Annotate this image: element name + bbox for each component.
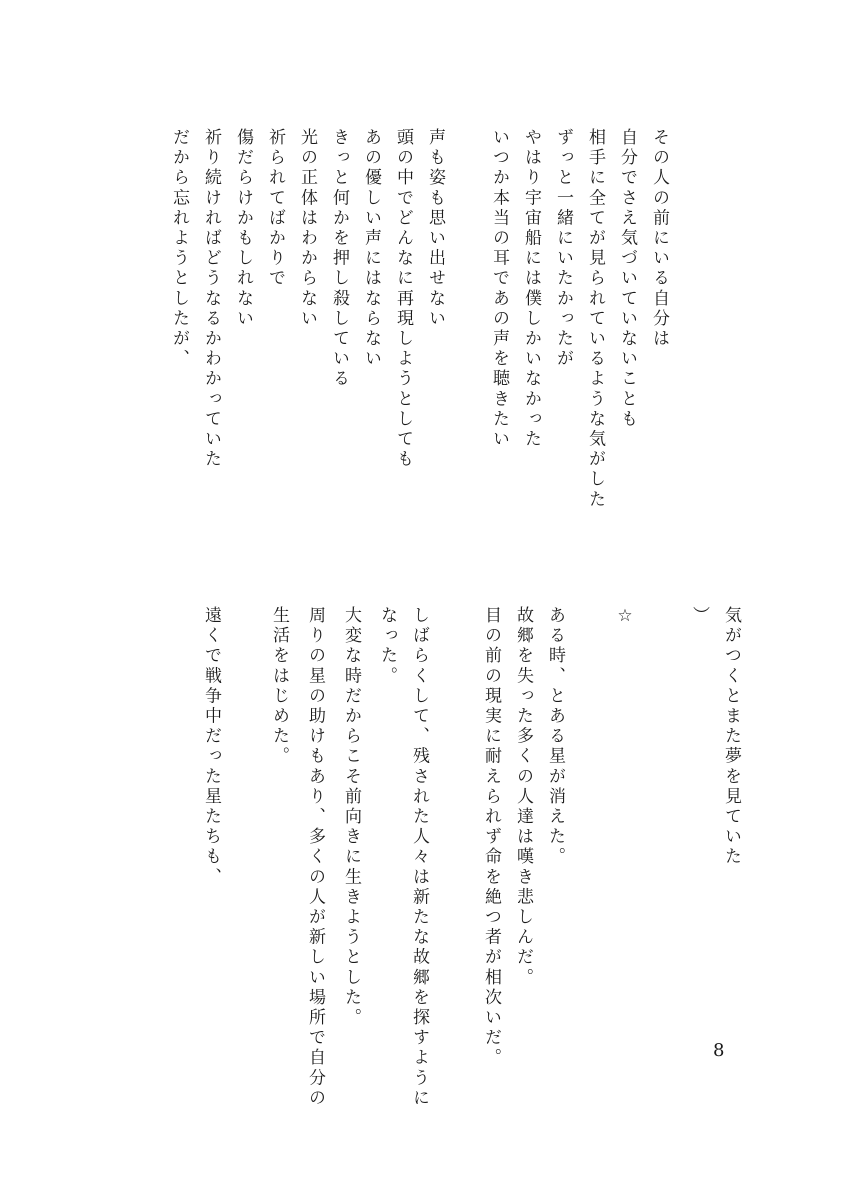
- text-line-bottom-7: 故郷を失った多くの人達は嘆き悲しんだ。: [513, 606, 533, 988]
- text-line-top-2: 自分でさえ気づいていないことも: [617, 128, 637, 430]
- star-section-mark: ☆: [615, 606, 635, 630]
- text-line-top-9: 頭の中でどんなに再現しようとしても: [393, 128, 413, 470]
- text-line-top-5: やはり宇宙船には僕しかいなかった: [521, 128, 541, 450]
- text-line-top-8: 声も姿も思い出せない: [425, 128, 445, 329]
- text-line-bottom-10: しばらくして、残された人々は新たな故郷を探すように: [409, 606, 429, 1109]
- text-line-top-10: あの優しい声にはならない: [361, 128, 381, 370]
- text-line-bottom-6: ある時、とある星が消えた。: [545, 606, 565, 868]
- text-line-bottom-11: なった。: [377, 606, 397, 687]
- text-line-bottom-16: 遠くで戦争中だった星たちも、: [201, 606, 221, 888]
- text-line-top-16: だから忘れようとしたが、: [169, 128, 189, 370]
- text-line-top-15: 祈り続ければどうなるかわかっていた: [201, 128, 221, 470]
- text-line-top-6: いつか本当の耳であの声を聴きたい: [489, 128, 509, 450]
- text-line-bottom-8: 目の前の現実に耐えられず命を絶つ者が相次いだ。: [481, 606, 501, 1069]
- closing-paren: ）: [689, 606, 709, 627]
- text-line-top-12: 光の正体はわからない: [297, 128, 317, 329]
- text-line-top-13: 祈られてばかりで: [265, 128, 285, 289]
- text-line-top-1: その人の前にいる自分は: [649, 128, 669, 350]
- text-line-bottom-13: 周りの星の助けもあり、多くの人が新しい場所で自分の: [305, 606, 325, 1109]
- text-line-top-11: きっと何かを押し殺している: [329, 128, 349, 390]
- text-line-bottom-1: 気がつくとまた夢を見ていた: [721, 606, 741, 868]
- page-number: 8: [713, 1040, 725, 1061]
- text-line-top-3: 相手に全てが見られているような気がした: [585, 128, 605, 510]
- text-line-bottom-12: 大変な時だからこそ前向きに生きようとした。: [341, 606, 361, 1029]
- text-line-top-4: ずっと一緒にいたかったが: [553, 128, 573, 370]
- text-line-bottom-14: 生活をはじめた。: [269, 606, 289, 767]
- text-line-top-14: 傷だらけかもしれない: [233, 128, 253, 329]
